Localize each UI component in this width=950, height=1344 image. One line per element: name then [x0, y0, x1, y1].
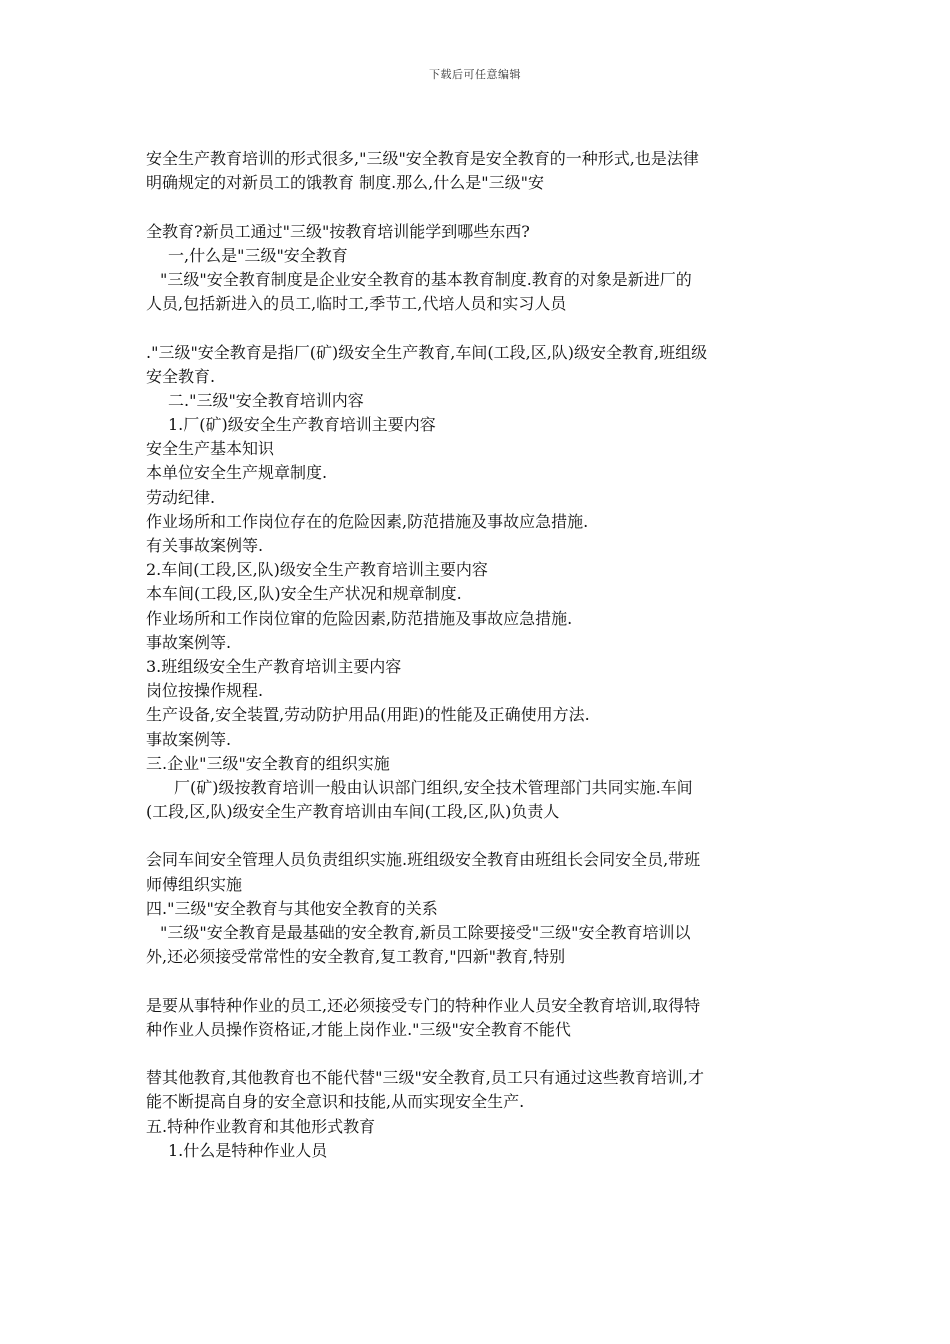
text-line: 全教育?新员工通过"三级"按教育培训能学到哪些东西? [146, 221, 530, 241]
text-line: 安全生产基本知识 [146, 439, 275, 459]
text-line: "三级"安全教育是最基础的安全教育,新员工除要接受"三级"安全教育培训以 [160, 923, 691, 942]
text-line: 3.班组级安全生产教育培训主要内容 [146, 656, 402, 676]
text-line: 五.特种作业教育和其他形式教育 [146, 1116, 376, 1136]
text-line: 2.车间(工段,区,队)级安全生产教育培训主要内容 [146, 560, 488, 580]
text-line: 作业场所和工作岗位存在的危险因素,防范措施及事故应急措施. [146, 511, 589, 531]
text-line: 本单位安全生产规章制度. [146, 463, 328, 483]
text-line: 种作业人员操作资格证,才能上岗作业."三级"安全教育不能代 [146, 1019, 571, 1039]
text-line: 明确规定的对新员工的饿教育 制度.那么,什么是"三级"安 [146, 173, 544, 193]
text-line: (工段,区,队)级安全生产教育培训由车间(工段,区,队)负责人 [146, 802, 560, 822]
text-line: 事故案例等. [146, 632, 232, 652]
text-line: 一,什么是"三级"安全教育 [168, 245, 348, 265]
text-line: 有关事故案例等. [146, 536, 264, 555]
text-line: 是要从事特种作业的员工,还必须接受专门的特种作业人员安全教育培训,取得特 [146, 995, 701, 1015]
text-line: 安全教育. [146, 366, 216, 386]
text-line: "三级"安全教育制度是企业安全教育的基本教育制度.教育的对象是新进厂的 [160, 269, 692, 289]
paragraph-gap [146, 316, 810, 340]
text-line: 能不断提高自身的安全意识和技能,从而实现安全生产. [146, 1092, 525, 1112]
text-line: 替其他教育,其他教育也不能代替"三级"安全教育,员工只有通过这些教育培训,才 [146, 1068, 704, 1088]
text-line: 1.厂(矿)级安全生产教育培训主要内容 [168, 415, 436, 435]
paragraph-gap [146, 969, 810, 993]
text-line: 会同车间安全管理人员负责组织实施.班组级安全教育由班组长会同安全员,带班 [146, 850, 701, 870]
text-line: 外,还必须接受常常性的安全教育,复工教育,"四新"教育,特别 [146, 947, 566, 967]
text-line: 生产设备,安全装置,劳动防护用品(用距)的性能及正确使用方法. [146, 705, 590, 725]
text-line: 岗位按操作规程. [146, 681, 264, 701]
paragraph-gap [146, 1042, 810, 1066]
page-header: 下载后可任意编辑 [429, 68, 521, 81]
text-line: 二."三级"安全教育培训内容 [168, 390, 364, 410]
text-line: 作业场所和工作岗位窜的危险因素,防范措施及事故应急措施. [146, 608, 573, 628]
text-line: 人员,包括新进入的员工,临时工,季节工,代培人员和实习人员 [146, 294, 567, 314]
text-line: 四."三级"安全教育与其他安全教育的关系 [146, 898, 438, 918]
paragraph-gap [146, 195, 810, 219]
text-line: ."三级"安全教育是指厂(矿)级安全生产教育,车间(工段,区,队)级安全教育,班组级 [146, 342, 708, 362]
text-line: 本车间(工段,区,队)安全生产状况和规章制度. [146, 584, 462, 604]
text-line: 劳动纪律. [146, 487, 216, 507]
document-body [146, 147, 810, 1163]
paragraph-gap [146, 824, 810, 848]
text-line: 1.什么是特种作业人员 [168, 1140, 328, 1160]
text-line: 师傅组织实施 [146, 874, 243, 894]
text-line: 三.企业"三级"安全教育的组织实施 [146, 753, 390, 773]
text-line: 安全生产教育培训的形式很多,"三级"安全教育是安全教育的一种形式,也是法律 [146, 149, 699, 168]
text-line: 厂(矿)级按教育培训一般由认识部门组织,安全技术管理部门共同实施.车间 [174, 777, 693, 797]
text-line: 事故案例等. [146, 729, 232, 749]
